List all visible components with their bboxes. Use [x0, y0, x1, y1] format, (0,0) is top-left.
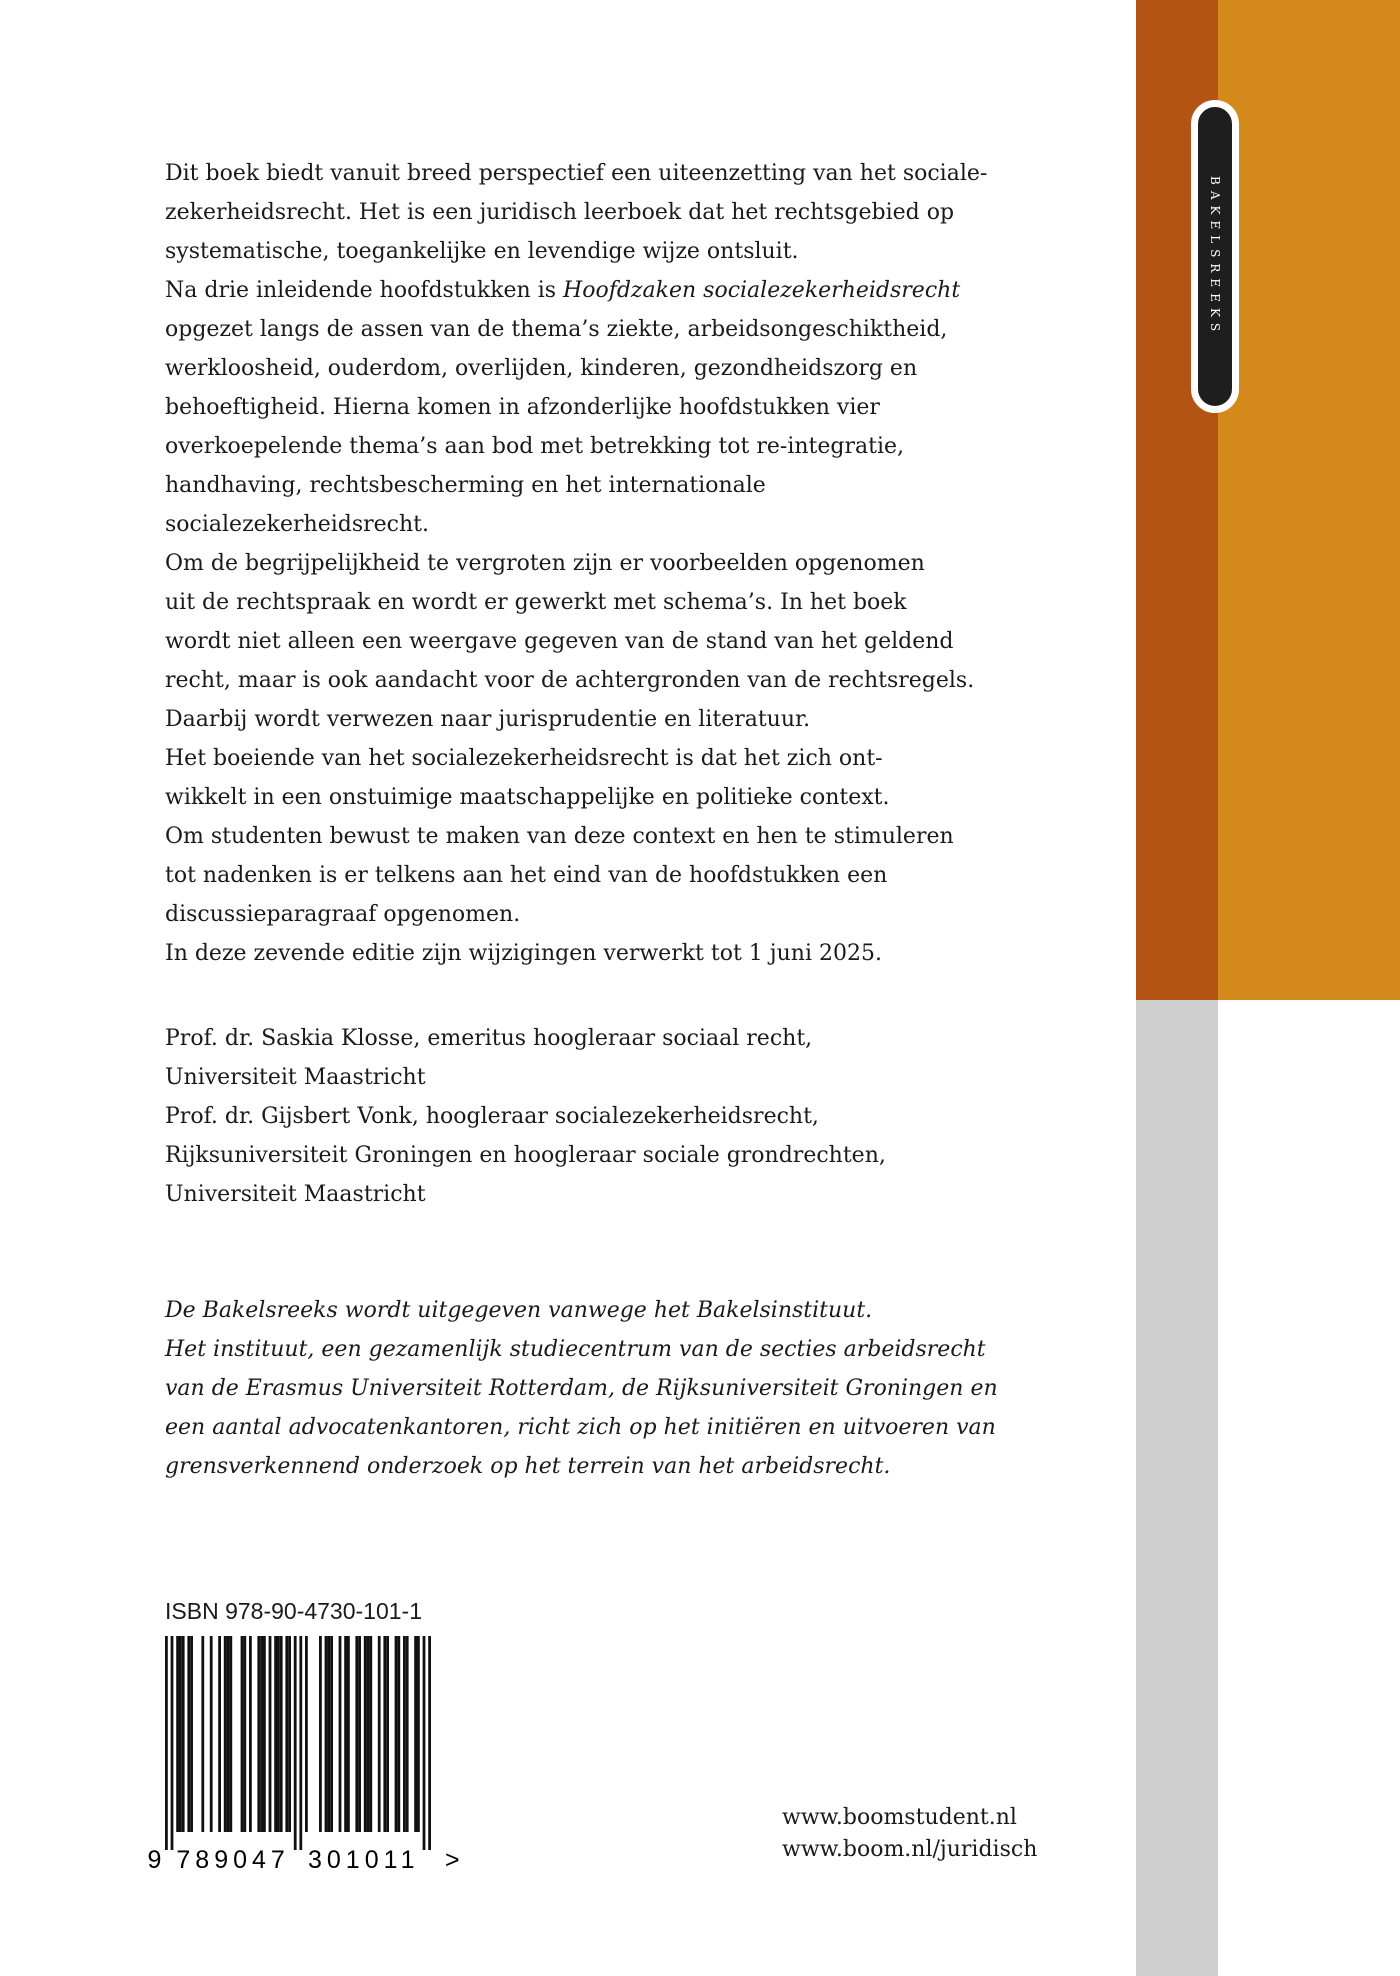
- barcode-bar: [417, 1636, 420, 1832]
- barcode-bar: [397, 1636, 400, 1832]
- barcode-bar: [344, 1636, 347, 1832]
- barcode-bar: [249, 1636, 252, 1832]
- blurb-line: [165, 622, 987, 661]
- barcode-bar: [210, 1636, 213, 1832]
- text-segment: Dit boek biedt vanuit breed perspectief een uiteenzetting van het sociale-: [165, 161, 988, 186]
- text-segment: werkloosheid, ouderdom, overlijden, kinderen, gezondheidszorg en: [165, 356, 918, 381]
- barcode-bar: [358, 1636, 361, 1832]
- institute-line: een aantal advocatenkantoren, richt zich op het initiëren en uitvoeren van: [165, 1415, 996, 1440]
- blurb-line: [165, 700, 987, 739]
- text-segment: Om de begrijpelijkheid te vergroten zijn er voorbeelden opgenomen: [165, 551, 925, 576]
- barcode-bar: [423, 1636, 426, 1850]
- barcode-bar: [367, 1636, 370, 1832]
- barcode-digits: >: [445, 1846, 465, 1874]
- barcode-bar: [218, 1636, 221, 1832]
- barcode-bar: [403, 1636, 406, 1832]
- author-line: Prof. dr. Gijsbert Vonk, hoogleraar socialezekerheidsrecht,: [165, 1104, 819, 1129]
- barcode-bar: [260, 1636, 263, 1832]
- barcode-bar: [165, 1636, 168, 1850]
- text-segment: Het boeiende van het socialezekerheidsrecht is dat het zich ont-: [165, 746, 883, 771]
- text-segment: overkoepelende thema’s aan bod met betrekking tot re-integratie,: [165, 434, 905, 459]
- blurb-line: [165, 505, 987, 544]
- blurb-line: [165, 583, 987, 622]
- blurb-line: [165, 778, 987, 817]
- barcode-bar: [414, 1636, 417, 1832]
- series-label: BAKELSREEKS: [1208, 175, 1222, 338]
- text-segment: In deze zevende editie zijn wijzigingen verwerkt tot 1 juni 2025.: [165, 941, 882, 966]
- barcode-bar: [406, 1636, 409, 1832]
- barcode-digits: 301011: [308, 1846, 420, 1874]
- text-segment: wikkelt in een onstuimige maatschappelijke en politieke context.: [165, 785, 890, 810]
- barcode-bar: [182, 1636, 185, 1832]
- institute-line: grensverkennend onderzoek op het terrein van het arbeidsrecht.: [165, 1454, 891, 1479]
- barcode-bar: [355, 1636, 358, 1832]
- blurb-line: [165, 856, 987, 895]
- barcode-digits: 789047: [176, 1846, 290, 1874]
- url-boomstudent[interactable]: www.boomstudent.nl: [782, 1805, 1017, 1830]
- blurb-line: [165, 154, 987, 193]
- barcode-bar: [319, 1636, 322, 1832]
- text-segment: systematische, toegankelijke en levendige wijze ontsluit.: [165, 239, 799, 264]
- barcode-bar: [263, 1636, 266, 1832]
- blurb-line: [165, 310, 987, 349]
- blurb-text: [165, 154, 987, 973]
- text-segment: tot nadenken is er telkens aan het eind van de hoofdstukken een: [165, 863, 888, 888]
- barcode-bar: [299, 1636, 302, 1850]
- barcode-bar: [176, 1636, 179, 1832]
- blurb-line: [165, 817, 987, 856]
- blurb-line: [165, 349, 987, 388]
- text-segment: Daarbij wordt verwezen naar jurisprudentie en literatuur.: [165, 707, 811, 732]
- book-title: Hoofdzaken socialezekerheidsrecht: [563, 278, 961, 303]
- barcode-bar: [386, 1636, 389, 1832]
- text-segment: handhaving, rechtsbescherming en het internationale: [165, 473, 766, 498]
- author-line: Prof. dr. Saskia Klosse, emeritus hoogleraar sociaal recht,: [165, 1026, 813, 1051]
- institute-line: De Bakelsreeks wordt uitgegeven vanwege het Bakelsinstituut.: [165, 1298, 873, 1323]
- text-segment: socialezekerheidsrecht.: [165, 512, 429, 537]
- text-segment: wordt niet alleen een weergave gegeven van de stand van het geldend: [165, 629, 954, 654]
- blurb-line: [165, 388, 987, 427]
- barcode-bar: [257, 1636, 260, 1832]
- author-line: Rijksuniversiteit Groningen en hoogleraar sociale grondrechten,: [165, 1143, 886, 1168]
- barcode-bar: [224, 1636, 227, 1832]
- barcode-digits: 9: [147, 1846, 167, 1874]
- blurb-line: [165, 934, 987, 973]
- text-segment: Om studenten bewust te maken van deze context en hen te stimuleren: [165, 824, 954, 849]
- barcode-bar: [243, 1636, 246, 1832]
- barcode-bar: [325, 1636, 328, 1832]
- barcode-bar: [305, 1636, 308, 1832]
- barcode-bar: [347, 1636, 350, 1832]
- barcode-bar: [395, 1636, 398, 1832]
- barcode-bar: [294, 1636, 297, 1850]
- url-boom-juridisch[interactable]: www.boom.nl/juridisch: [782, 1837, 1038, 1862]
- barcode-bar: [179, 1636, 182, 1832]
- barcode-bar: [277, 1636, 280, 1832]
- barcode-bar: [339, 1636, 342, 1832]
- barcode-bar: [327, 1636, 330, 1832]
- barcode-bar: [383, 1636, 386, 1832]
- barcode-bar: [285, 1636, 288, 1832]
- spine-band-gray: [1136, 1000, 1218, 1976]
- institute-note: [165, 1291, 998, 1486]
- barcode-bar: [241, 1636, 244, 1832]
- blurb-line: [165, 466, 987, 505]
- text-segment: uit de rechtspraak en wordt er gewerkt met schema’s. In het boek: [165, 590, 907, 615]
- text-segment: opgezet langs de assen van de thema’s ziekte, arbeidsongeschiktheid,: [165, 317, 948, 342]
- barcode-bar: [330, 1636, 333, 1832]
- blurb-line: [165, 739, 987, 778]
- blurb-line: [165, 661, 987, 700]
- text-segment: Na drie inleidende hoofdstukken is: [165, 278, 564, 303]
- barcode-bar: [171, 1636, 174, 1850]
- blurb-line: [165, 193, 987, 232]
- barcode-bar: [274, 1636, 277, 1832]
- isbn-barcode: [145, 1636, 465, 1876]
- institute-line: van de Erasmus Universiteit Rotterdam, de Rijksuniversiteit Groningen en: [165, 1376, 998, 1401]
- barcode-bar: [364, 1636, 367, 1832]
- author-info: [165, 1019, 886, 1214]
- text-segment: zekerheidsrecht. Het is een juridisch leerboek dat het rechtsgebied op: [165, 200, 955, 225]
- blurb-line: [165, 895, 987, 934]
- barcode-bar: [378, 1636, 381, 1832]
- institute-line: Het instituut, een gezamenlijk studiecentrum van de secties arbeidsrecht: [165, 1337, 986, 1362]
- blurb-line: [165, 271, 987, 310]
- blurb-line: [165, 544, 987, 583]
- text-segment: discussieparagraaf opgenomen.: [165, 902, 521, 927]
- isbn-label: ISBN 978-90-4730-101-1: [165, 1598, 422, 1624]
- barcode-bar: [428, 1636, 431, 1850]
- blurb-line: [165, 232, 987, 271]
- text-segment: behoeftigheid. Hierna komen in afzonderlijke hoofdstukken vier: [165, 395, 880, 420]
- barcode-bar: [190, 1636, 193, 1832]
- barcode-bar: [229, 1636, 232, 1832]
- series-badge: [1191, 100, 1239, 413]
- text-segment: recht, maar is ook aandacht voor de achtergronden van de rechtsregels.: [165, 668, 975, 693]
- barcode-bar: [187, 1636, 190, 1832]
- author-line: Universiteit Maastricht: [165, 1065, 426, 1090]
- blurb-line: [165, 427, 987, 466]
- barcode-bar: [227, 1636, 230, 1832]
- barcode-bar: [201, 1636, 204, 1832]
- barcode-bar: [269, 1636, 272, 1832]
- barcode-bar: [280, 1636, 283, 1832]
- website-links: [782, 1802, 1037, 1866]
- barcode-bar: [288, 1636, 291, 1832]
- author-line: Universiteit Maastricht: [165, 1182, 426, 1207]
- spine-band-light: [1218, 0, 1400, 1000]
- barcode-bar: [369, 1636, 372, 1832]
